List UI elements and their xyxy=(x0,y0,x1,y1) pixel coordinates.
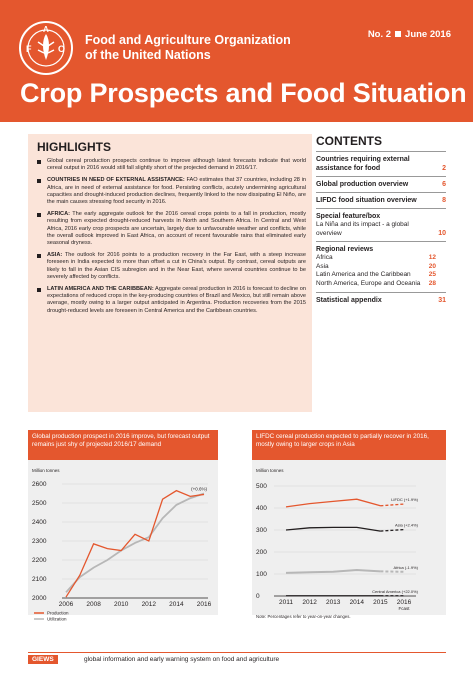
highlight-lead: COUNTRIES IN NEED OF EXTERNAL ASSISTANCE: xyxy=(47,177,185,184)
bullet-icon xyxy=(37,179,41,183)
bullet-icon xyxy=(37,160,41,164)
region-name: North America, Europe and Oceania xyxy=(316,279,421,287)
series-line-lifdc xyxy=(286,499,380,507)
svg-text:O: O xyxy=(58,44,66,54)
issue-number: No. 2 xyxy=(367,29,392,40)
org-name-line2: of the United Nations xyxy=(85,48,211,62)
contents-page: 12 xyxy=(428,254,436,261)
svg-text:F: F xyxy=(26,44,32,54)
y-tick-label: 2000 xyxy=(32,595,47,602)
y-tick-label: 2200 xyxy=(32,557,47,564)
contents-panel xyxy=(316,134,446,308)
contents-page: 8 xyxy=(442,197,446,204)
organization-name xyxy=(85,33,291,63)
legend-label: Utilization xyxy=(47,616,67,622)
x-tick-label: 2016 xyxy=(196,601,212,608)
y-tick-label: 200 xyxy=(256,549,267,556)
y-tick-label: 400 xyxy=(256,505,267,512)
x-tick-label: 2015 xyxy=(373,599,388,606)
region-name: Africa xyxy=(316,254,333,261)
issue-date: June 2016 xyxy=(405,29,451,40)
x-tick-label: 2012 xyxy=(302,599,317,606)
y-tick-label: 2400 xyxy=(32,519,47,526)
y-tick-label: 0 xyxy=(256,593,260,600)
highlight-item xyxy=(37,177,306,206)
contents-page: 10 xyxy=(438,230,446,237)
x-tick-label: 2008 xyxy=(86,601,101,608)
y-tick-label: 2300 xyxy=(32,538,47,545)
highlight-item xyxy=(37,252,306,281)
region-name: Asia xyxy=(316,262,329,270)
highlight-text: The outlook for 2016 points to a production recovery in the Far East, with a steep increase foreseen in India expected to more than offset a cut in China's output. By contrast, cereal outputs are likely to fall in the Asian CIS subregion and in the Near East, where several countries continue to be severely affected by conflicts. xyxy=(47,252,306,280)
highlight-lead: AFRICA: xyxy=(47,211,70,218)
highlight-lead: LATIN AMERICA AND THE CARIBBEAN: xyxy=(47,286,154,293)
highlight-item xyxy=(37,158,306,172)
y-axis-label: Million tonnes xyxy=(32,468,60,473)
footer xyxy=(28,652,446,664)
series-annotation: (+0.6%) xyxy=(191,486,207,492)
issue-info xyxy=(368,29,451,40)
y-tick-label: 100 xyxy=(256,571,267,578)
series-label: Africa (-1.9%) xyxy=(393,564,418,570)
series-label: Asia (+2.4%) xyxy=(394,522,418,528)
giews-tag: GIEWS xyxy=(28,655,58,664)
x-tick-label: 2013 xyxy=(325,599,341,606)
contents-sub-label: La Niña and its impact - a global overview xyxy=(316,221,409,237)
contents-label: Countries requiring external assistance for food xyxy=(316,156,410,172)
x-tick-label: 2016 xyxy=(396,599,412,606)
y-tick-label: 2100 xyxy=(32,576,47,583)
bullet-icon xyxy=(37,254,41,258)
highlight-text: Aggregate cereal production in 2016 is forecast to decline on expectations of reduced crops in the key-producing countries of Brazil and Mexico, but still remain above average, mostly owing to a larger output anticipated in Argentina. Production recoveries from the 2015 drought-reduced levels are foreseen in Central America and the Caribbean countries. xyxy=(47,286,306,314)
highlight-lead: ASIA: xyxy=(47,252,63,259)
x-tick-label: 2006 xyxy=(58,601,74,608)
contents-page: 25 xyxy=(428,271,436,278)
lifdc-production-chart xyxy=(252,430,446,619)
x-tick-note: Fcast xyxy=(398,606,410,611)
x-tick-label: 2011 xyxy=(279,599,293,606)
lifdc-production-chart-svg xyxy=(252,460,446,619)
chart-title: LIFDC cereal production expected to partially recover in 2016, mostly owing to larger crops in Asia xyxy=(252,430,446,460)
x-tick-label: 2012 xyxy=(141,601,157,608)
series-line-africa xyxy=(286,570,380,573)
contents-page: 20 xyxy=(428,262,436,270)
contents-label: Special feature/box xyxy=(316,213,381,220)
header-banner xyxy=(0,0,473,122)
contents-page: 2 xyxy=(442,165,446,172)
y-tick-label: 300 xyxy=(256,527,267,534)
legend-label: Production xyxy=(47,610,69,616)
contents-region-item[interactable] xyxy=(316,280,436,289)
contents-row[interactable] xyxy=(316,192,446,208)
highlight-item xyxy=(37,286,306,315)
series-forecast-lifdc xyxy=(380,504,404,506)
contents-row[interactable] xyxy=(316,208,446,241)
global-production-chart-svg xyxy=(28,460,218,622)
y-tick-label: 500 xyxy=(256,483,267,490)
contents-label: LIFDC food situation overview xyxy=(316,197,417,204)
series-label: Central America (+22.0%) xyxy=(372,588,418,594)
highlights-panel xyxy=(28,134,312,412)
bullet-icon xyxy=(37,288,41,292)
series-line-asia xyxy=(286,527,380,531)
contents-row[interactable] xyxy=(316,151,446,176)
contents-region-item[interactable] xyxy=(316,263,436,272)
series-line-utilization xyxy=(66,494,204,593)
fao-logo-icon xyxy=(18,20,74,76)
global-production-chart xyxy=(28,430,218,622)
contents-row[interactable] xyxy=(316,176,446,192)
page-title: Crop Prospects and Food Situation xyxy=(20,78,467,108)
contents-region-item[interactable] xyxy=(316,271,436,280)
org-name-line1: Food and Agriculture Organization xyxy=(85,33,291,47)
contents-label: Global production overview xyxy=(316,181,409,188)
region-name: Latin America and the Caribbean xyxy=(316,271,411,278)
giews-description: global information and early warning system on food and agriculture xyxy=(84,656,280,663)
square-separator-icon xyxy=(395,31,401,37)
x-tick-label: 2014 xyxy=(169,601,184,608)
series-label: LIFDC (+1.9%) xyxy=(391,497,418,503)
chart-note: Note: Percentages refer to year-on-year changes. xyxy=(256,614,351,619)
contents-title: CONTENTS xyxy=(316,134,382,148)
contents-page: 28 xyxy=(428,279,436,287)
highlight-text: The early aggregate outlook for the 2016 cereal crops points to a fall in production, mostly resulting from expected drought-reduced harvests in North and Southern Africa. In Central and West Africa, 2016 early crop prospects are uncertain, largely due to unfavourable weather and conflicts, while the overall outlook improved in East Africa, on account of recent favourable rains that eliminated early seasonal dryness. xyxy=(47,211,306,247)
highlight-text: Global cereal production prospects continue to improve although latest forecasts indicate that world cereal output in 2016 would still fall slightly short of the projected demand in 2016/17. xyxy=(47,158,306,172)
contents-page: 31 xyxy=(438,297,446,304)
chart-title: Global production prospect in 2016 improve, but forecast output remains just shy of projected 2016/17 demand xyxy=(28,430,218,460)
highlight-item xyxy=(37,211,306,247)
contents-page: 6 xyxy=(442,181,446,188)
svg-text:A: A xyxy=(43,25,49,34)
highlight-text: FAO estimates that 37 countries, including 28 in Africa, are in need of external assistance for food. Persisting conflicts, acutely undermining agricultural capacities and drought-induced production declines, frequently linked to the now dissipating El Niño, are the main causes stressing food security in 2016. xyxy=(47,177,306,206)
y-tick-label: 2500 xyxy=(32,500,47,507)
contents-region-item[interactable] xyxy=(316,254,436,263)
y-axis-label: Million tonnes xyxy=(256,468,284,473)
x-tick-label: 2014 xyxy=(349,599,365,606)
highlights-title: HIGHLIGHTS xyxy=(37,140,111,154)
bullet-icon xyxy=(37,213,41,217)
y-tick-label: 2600 xyxy=(32,481,47,488)
contents-row xyxy=(316,241,446,292)
x-tick-label: 2010 xyxy=(113,601,129,608)
contents-label: Regional reviews xyxy=(316,246,374,253)
contents-label: Statistical appendix xyxy=(316,297,382,304)
contents-row[interactable] xyxy=(316,292,446,308)
